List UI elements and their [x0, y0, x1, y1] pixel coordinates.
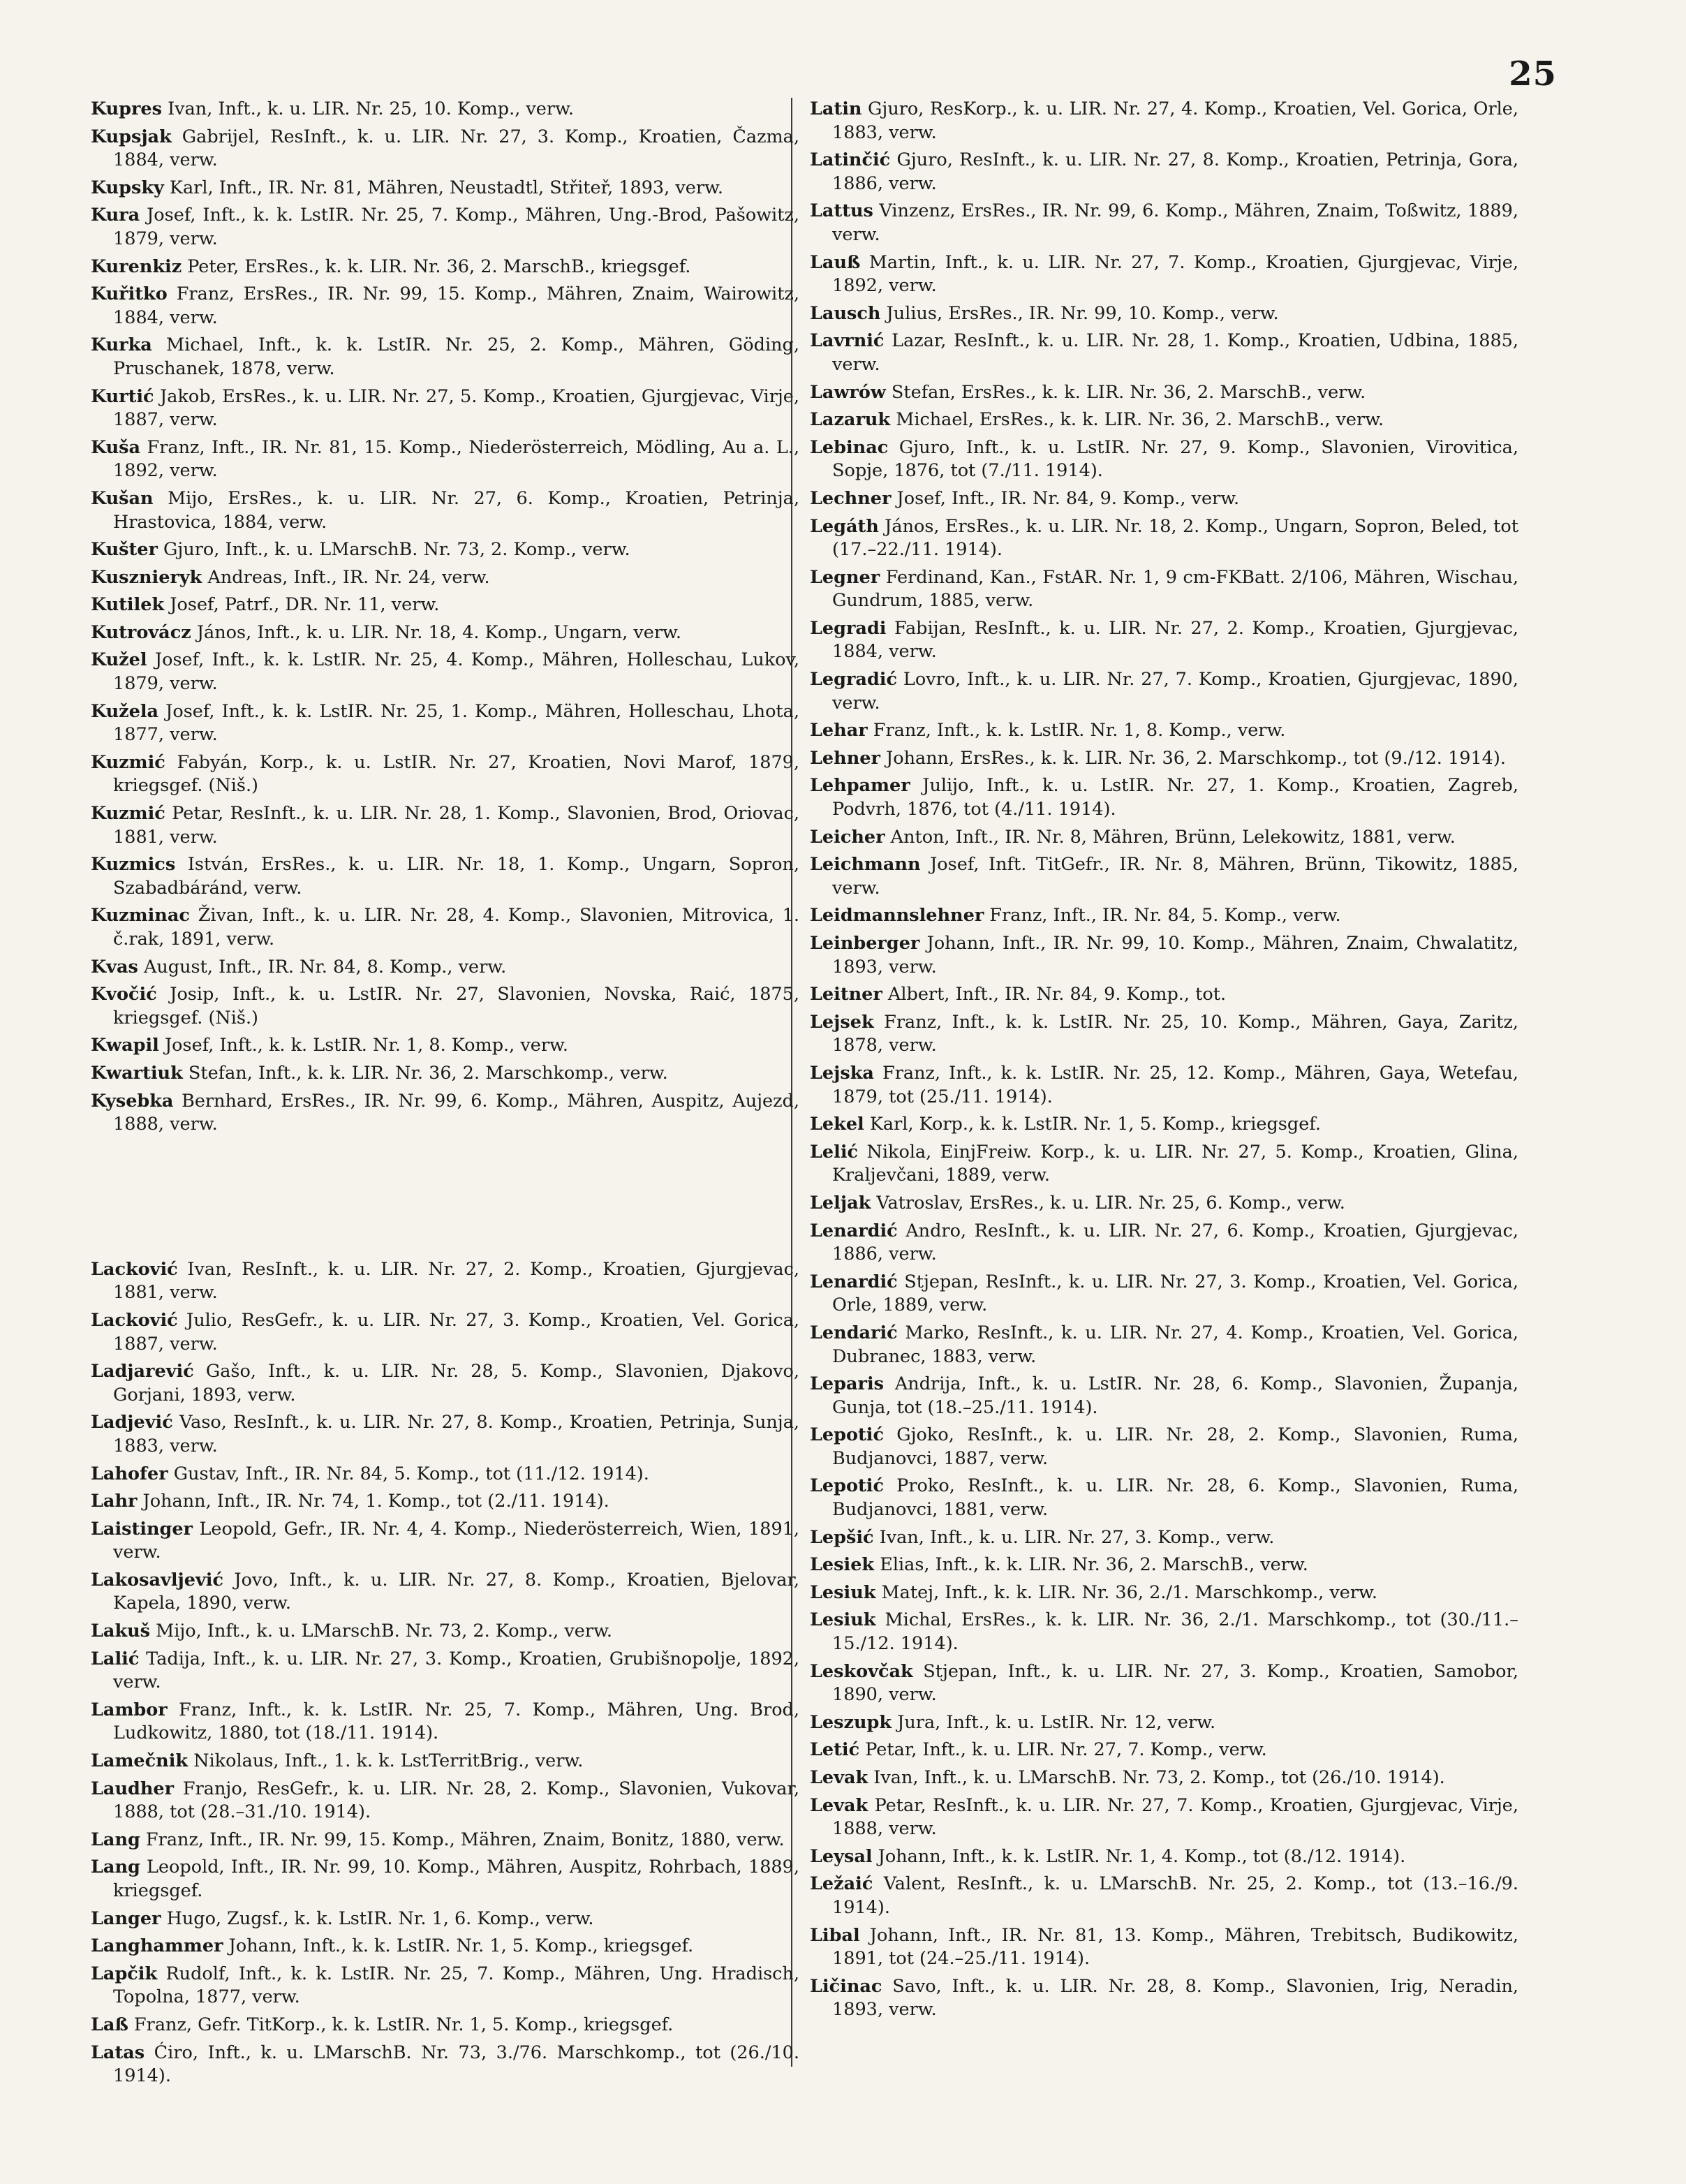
register-entry	[91, 1034, 799, 1058]
entry-details: Gjuro, Inft., k. u. LMarschB. Nr. 73, 2. Komp., verw.	[157, 539, 630, 561]
entry-surname: Lebinac	[810, 436, 889, 458]
entry-details: Karl, Korp., k. k. LstIR. Nr. 1, 5. Komp., kriegsgef.	[864, 1114, 1321, 1135]
register-entry	[810, 408, 1518, 432]
entry-surname: Lavrnić	[810, 330, 885, 352]
register-entry	[91, 1569, 799, 1616]
entry-details: Ćiro, Inft., k. u. LMarschB. Nr. 73, 3./76. Marschkomp., tot (26./10. 1914).	[113, 2042, 799, 2087]
entry-details: August, Inft., IR. Nr. 84, 8. Komp., verw.	[138, 956, 507, 977]
register-entry	[810, 719, 1518, 743]
entry-details: Franz, ErsRes., IR. Nr. 99, 15. Komp., Mähren, Znaim, Wairowitz, 1884, verw.	[113, 283, 799, 328]
entry-details: Michael, Inft., k. k. LstIR. Nr. 25, 2. Komp., Mähren, Göding, Pruschanek, 1878, verw.	[113, 334, 799, 379]
register-entry	[810, 1373, 1518, 1419]
register-entry	[91, 177, 799, 200]
register-entry	[91, 621, 799, 645]
register-entry	[91, 1935, 799, 1958]
register-entry	[810, 1845, 1518, 1869]
entry-surname: Kura	[91, 205, 140, 226]
entry-details: Franz, Inft., k. k. LstIR. Nr. 1, 8. Komp., verw.	[867, 720, 1286, 741]
entry-details: Stjepan, Inft., k. u. LIR. Nr. 27, 3. Komp., Kroatien, Samobor, 1890, verw.	[832, 1660, 1518, 1706]
entry-details: Petar, ResInft., k. u. LIR. Nr. 27, 7. Komp., Kroatien, Gjurgjevac, Virje, 1888, verw.	[832, 1794, 1518, 1840]
register-entry	[810, 1475, 1518, 1521]
register-entry	[810, 1581, 1518, 1605]
register-entry	[810, 1220, 1518, 1267]
entry-surname: Lekel	[810, 1114, 864, 1135]
entry-surname: Kušter	[91, 539, 158, 561]
entry-surname: Laistinger	[91, 1518, 193, 1540]
register-entry	[91, 1699, 799, 1746]
register-entry	[810, 1873, 1518, 1919]
register-entry	[91, 256, 799, 279]
entry-details: Rudolf, Inft., k. k. LstIR. Nr. 25, 7. Komp., Mähren, Ung. Hradisch, Topolna, 1877, verw.	[113, 1963, 799, 2008]
entry-surname: Kužel	[91, 649, 147, 671]
entry-details: Marko, ResInft., k. u. LIR. Nr. 27, 4. Komp., Kroatien, Vel. Gorica, Dubranec, 1883, verw.	[832, 1322, 1518, 1367]
entry-surname: Ladjarević	[91, 1361, 194, 1382]
register-entry	[810, 149, 1518, 195]
entry-details: Leopold, Inft., IR. Nr. 99, 10. Komp., Mähren, Auspitz, Rohrbach, 1889, kriegsgef.	[113, 1857, 799, 1901]
register-entry	[810, 904, 1518, 928]
entry-details: Valent, ResInft., k. u. LMarschB. Nr. 25, 2. Komp., tot (13.–16./9. 1914).	[832, 1873, 1518, 1918]
register-entry	[91, 802, 799, 849]
entry-surname: Levak	[810, 1794, 868, 1816]
entry-details: Savo, Inft., k. u. LIR. Nr. 28, 8. Komp., Slavonien, Irig, Neradin, 1893, verw.	[832, 1975, 1518, 2021]
entry-surname: Lahofer	[91, 1463, 168, 1484]
entry-surname: Leysal	[810, 1845, 873, 1867]
register-entry	[91, 1908, 799, 1931]
entry-details: Elias, Inft., k. k. LIR. Nr. 36, 2. MarschB., verw.	[874, 1554, 1308, 1576]
entry-surname: Kužela	[91, 700, 159, 722]
entry-surname: Ličinac	[810, 1975, 882, 1997]
register-entry	[810, 1975, 1518, 2022]
entry-details: Johann, Inft., IR. Nr. 81, 13. Komp., Mähren, Trebitsch, Budikowitz, 1891, tot (24.–25./11. 1914).	[832, 1924, 1518, 1970]
register-entry	[91, 204, 799, 251]
entry-surname: Laudher	[91, 1778, 175, 1799]
entry-surname: Leinberger	[810, 933, 920, 954]
entry-surname: Kysebka	[91, 1090, 174, 1112]
entry-details: István, ErsRes., k. u. LIR. Nr. 18, 1. Komp., Ungarn, Sopron, Szabadbáránd, verw.	[113, 854, 799, 899]
register-entry	[91, 1518, 799, 1565]
register-entry	[91, 1963, 799, 2009]
register-entry	[91, 566, 799, 590]
register-entry	[91, 283, 799, 330]
entry-surname: Lakosavljević	[91, 1569, 223, 1591]
entry-surname: Kurka	[91, 334, 152, 356]
entry-details: Lovro, Inft., k. u. LIR. Nr. 27, 7. Komp., Kroatien, Gjurgjevac, 1890, verw.	[832, 669, 1518, 714]
entry-details: Vinzenz, ErsRes., IR. Nr. 99, 6. Komp., Mähren, Znaim, Toßwitz, 1889, verw.	[832, 200, 1518, 245]
entry-details: Franz, Inft., k. k. LstIR. Nr. 25, 7. Komp., Mähren, Ung. Brod, Ludkowitz, 1880, tot (18./11. 1914).	[113, 1699, 799, 1744]
entry-details: Franz, Inft., k. k. LstIR. Nr. 25, 10. Komp., Mähren, Gaya, Zaritz, 1878, verw.	[832, 1011, 1518, 1056]
entry-details: Hugo, Zugsf., k. k. LstIR. Nr. 1, 6. Komp., verw.	[161, 1908, 594, 1929]
entry-surname: Kuzminac	[91, 905, 190, 927]
entry-details: Ivan, Inft., k. u. LIR. Nr. 25, 10. Komp., verw.	[162, 98, 574, 119]
entry-surname: Leitner	[810, 984, 882, 1005]
entry-details: Josef, Inft., IR. Nr. 84, 9. Komp., verw.	[891, 487, 1240, 509]
entry-details: Jura, Inft., k. u. LstIR. Nr. 12, verw.	[892, 1711, 1216, 1733]
entry-surname: Kurtić	[91, 385, 154, 407]
entry-surname: Lalić	[91, 1648, 140, 1669]
entry-details: Živan, Inft., k. u. LIR. Nr. 28, 4. Komp., Slavonien, Mitrovica, 1. č.rak, 1891, verw.	[113, 905, 799, 950]
register-entry	[810, 436, 1518, 483]
entry-surname: Libal	[810, 1924, 860, 1946]
entry-details: Johann, Inft., IR. Nr. 99, 10. Komp., Mähren, Znaim, Chwalatitz, 1893, verw.	[832, 933, 1518, 977]
register-entry	[810, 1660, 1518, 1707]
register-entry	[810, 1113, 1518, 1137]
entry-details: Nikolaus, Inft., 1. k. k. LstTerritBrig., verw.	[188, 1750, 584, 1772]
register-entry	[810, 1526, 1518, 1550]
entry-details: Andrija, Inft., k. u. LstIR. Nr. 28, 6. Komp., Slavonien, Županja, Gunja, tot (18.–25./11. 1914).	[832, 1373, 1518, 1418]
entry-surname: Lapčik	[91, 1963, 158, 1984]
entry-details: Franz, Inft., IR. Nr. 81, 15. Komp., Niederösterreich, Mödling, Au a. L., 1892, verw.	[113, 436, 799, 482]
entry-details: Johann, Inft., k. k. LstIR. Nr. 1, 5. Komp., kriegsgef.	[223, 1935, 694, 1957]
entry-details: Anton, Inft., IR. Nr. 8, Mähren, Brünn, Lelekowitz, 1881, verw.	[885, 826, 1456, 848]
entry-surname: Legner	[810, 566, 880, 588]
register-entry	[810, 200, 1518, 246]
left-column	[91, 98, 799, 2093]
register-entry	[91, 956, 799, 980]
entry-surname: Latin	[810, 98, 862, 119]
register-entry	[91, 700, 799, 747]
register-entry	[810, 487, 1518, 511]
entry-surname: Lejska	[810, 1062, 874, 1084]
entry-surname: Kuzmić	[91, 803, 165, 825]
entry-details: Jovo, Inft., k. u. LIR. Nr. 27, 8. Komp., Kroatien, Bjelovar, Kapela, 1890, verw.	[113, 1569, 799, 1614]
entry-surname: Leszupk	[810, 1711, 892, 1733]
entry-details: Josef, Inft. TitGefr., IR. Nr. 8, Mähren, Brünn, Tikowitz, 1885, verw.	[832, 854, 1518, 899]
entry-surname: Leicher	[810, 826, 885, 848]
register-entry	[91, 1856, 799, 1903]
register-entry	[91, 1490, 799, 1514]
entry-details: Stefan, ErsRes., k. k. LIR. Nr. 36, 2. MarschB., verw.	[885, 381, 1366, 403]
right-column	[810, 98, 1518, 2026]
entry-surname: Kupsky	[91, 177, 164, 198]
entry-surname: Kusznieryk	[91, 566, 202, 588]
register-entry	[91, 538, 799, 562]
entry-surname: Letić	[810, 1739, 860, 1761]
entry-surname: Lendarić	[810, 1322, 898, 1343]
entry-surname: Lehar	[810, 720, 868, 741]
register-entry	[810, 515, 1518, 562]
register-entry	[810, 1554, 1518, 1577]
entry-details: Julius, ErsRes., IR. Nr. 99, 10. Komp., verw.	[880, 302, 1279, 324]
entry-surname: Kvas	[91, 956, 138, 977]
entry-details: Franz, Inft., k. k. LstIR. Nr. 25, 12. Komp., Mähren, Gaya, Wetefau, 1879, tot (25./11. 1914).	[832, 1062, 1518, 1107]
entry-details: Fabyán, Korp., k. u. LstIR. Nr. 27, Kroatien, Novi Marof, 1879, kriegsgef. (Niš.)	[113, 751, 799, 797]
register-entry	[810, 617, 1518, 664]
entry-details: Franjo, ResGefr., k. u. LIR. Nr. 28, 2. Komp., Slavonien, Vukovar, 1888, tot (28.–31./10. 1914).	[113, 1778, 799, 1823]
entry-details: Julio, ResGefr., k. u. LIR. Nr. 27, 3. Komp., Kroatien, Vel. Gorica, 1887, verw.	[113, 1309, 799, 1355]
entry-details: Ivan, ResInft., k. u. LIR. Nr. 27, 2. Komp., Kroatien, Gjurgjevac, 1881, verw.	[113, 1258, 799, 1304]
entry-surname: Lazaruk	[810, 409, 891, 431]
entry-details: Lazar, ResInft., k. u. LIR. Nr. 28, 1. Komp., Kroatien, Udbina, 1885, verw.	[832, 330, 1518, 375]
entry-surname: Kwartiuk	[91, 1062, 183, 1084]
entry-details: Mijo, Inft., k. u. LMarschB. Nr. 73, 2. Komp., verw.	[150, 1621, 612, 1642]
entry-details: Stefan, Inft., k. k. LIR. Nr. 36, 2. Marschkomp., verw.	[182, 1062, 668, 1084]
entry-details: Ferdinand, Kan., FstAR. Nr. 1, 9 cm-FKBatt. 2/106, Mähren, Wischau, Gundrum, 1885, verw.	[832, 566, 1518, 612]
register-entry	[91, 1090, 799, 1137]
register-entry	[810, 381, 1518, 405]
entry-surname: Lesiek	[810, 1554, 875, 1576]
entry-details: Mijo, ErsRes., k. u. LIR. Nr. 27, 6. Komp., Kroatien, Petrinja, Hrastovica, 1884, verw.	[113, 487, 799, 533]
register-entry	[91, 1309, 799, 1356]
entry-surname: Kušan	[91, 487, 154, 509]
entry-details: Vaso, ResInft., k. u. LIR. Nr. 27, 8. Komp., Kroatien, Petrinja, Sunja, 1883, verw.	[113, 1412, 799, 1456]
entry-details: Jakob, ErsRes., k. u. LIR. Nr. 27, 5. Komp., Kroatien, Gjurgjevac, Virje, 1887, verw.	[113, 385, 799, 431]
register-entry	[810, 1711, 1518, 1735]
register-entry	[810, 1766, 1518, 1790]
entry-details: Stjepan, ResInft., k. u. LIR. Nr. 27, 3. Komp., Kroatien, Vel. Gorica, Orle, 1889, verw.	[832, 1271, 1518, 1316]
entry-surname: Kupres	[91, 98, 162, 119]
entry-surname: Lacković	[91, 1258, 178, 1280]
register-entry	[810, 1924, 1518, 1971]
register-entry	[810, 747, 1518, 771]
register-entry	[91, 1411, 799, 1458]
entry-surname: Lauß	[810, 251, 861, 273]
entry-surname: Lepotić	[810, 1424, 884, 1446]
entry-surname: Lesiuk	[810, 1581, 876, 1603]
entry-surname: Lawrów	[810, 381, 886, 403]
register-entry	[91, 1062, 799, 1086]
entry-details: Andro, ResInft., k. u. LIR. Nr. 27, 6. Komp., Kroatien, Gjurgjevac, 1886, verw.	[832, 1220, 1518, 1265]
entry-details: Andreas, Inft., IR. Nr. 24, verw.	[202, 566, 490, 588]
register-entry	[91, 98, 799, 121]
entry-details: Josef, Inft., k. k. LstIR. Nr. 25, 7. Komp., Mähren, Ung.-Brod, Pašowitz, 1879, verw.	[113, 205, 799, 249]
entry-details: Gjuro, ResKorp., k. u. LIR. Nr. 27, 4. Komp., Kroatien, Vel. Gorica, Orle, 1883, verw.	[832, 98, 1518, 143]
register-entry	[91, 1620, 799, 1644]
entry-surname: Leparis	[810, 1373, 884, 1395]
entry-details: Martin, Inft., k. u. LIR. Nr. 27, 7. Komp., Kroatien, Gjurgjevac, Virje, 1892, verw.	[832, 251, 1518, 297]
register-entry	[810, 1062, 1518, 1109]
entry-surname: Lenardić	[810, 1271, 898, 1292]
entry-details: János, ErsRes., k. u. LIR. Nr. 18, 2. Komp., Ungarn, Sopron, Beled, tot (17.–22./11. 1914).	[832, 515, 1518, 561]
entry-surname: Lang	[91, 1829, 140, 1850]
register-entry	[810, 98, 1518, 145]
register-entry	[810, 1794, 1518, 1841]
entry-surname: Lepotić	[810, 1475, 884, 1497]
entry-surname: Legáth	[810, 515, 879, 537]
register-entry	[810, 566, 1518, 613]
entry-surname: Lamečnik	[91, 1750, 188, 1772]
entry-surname: Kutrovácz	[91, 621, 191, 643]
entry-surname: Lacković	[91, 1309, 178, 1331]
register-entry	[91, 436, 799, 483]
entry-surname: Langer	[91, 1908, 161, 1929]
entry-details: Josef, Inft., k. k. LstIR. Nr. 25, 1. Komp., Mähren, Holleschau, Lhota, 1877, verw.	[113, 700, 799, 746]
entry-surname: Latas	[91, 2042, 145, 2063]
entry-surname: Laß	[91, 2014, 128, 2035]
entry-details: Franz, Inft., IR. Nr. 84, 5. Komp., verw.	[984, 905, 1341, 927]
register-entry	[810, 330, 1518, 376]
entry-details: Ivan, Inft., k. u. LIR. Nr. 27, 3. Komp., verw.	[873, 1526, 1275, 1548]
entry-surname: Ladjević	[91, 1412, 173, 1433]
entry-surname: Lang	[91, 1857, 140, 1878]
register-entry	[91, 487, 799, 534]
entry-details: Gjoko, ResInft., k. u. LIR. Nr. 28, 2. Komp., Slavonien, Ruma, Budjanovci, 1887, verw.	[832, 1424, 1518, 1469]
register-entry	[91, 983, 799, 1030]
register-entry	[91, 126, 799, 172]
entry-details: Josef, Patrf., DR. Nr. 11, verw.	[164, 594, 440, 616]
entry-details: Matej, Inft., k. k. LIR. Nr. 36, 2./1. Marschkomp., verw.	[875, 1581, 1377, 1603]
register-entry	[810, 932, 1518, 979]
entry-surname: Kutilek	[91, 594, 165, 616]
entry-details: Franz, Gefr. TitKorp., k. k. LstIR. Nr. 1, 5. Komp., kriegsgef.	[128, 2014, 674, 2035]
entry-surname: Kupsjak	[91, 126, 172, 147]
entry-surname: Lattus	[810, 200, 873, 222]
entry-details: Michael, ErsRes., k. k. LIR. Nr. 36, 2. MarschB., verw.	[890, 409, 1384, 431]
register-entry	[91, 853, 799, 900]
entry-details: Gustav, Inft., IR. Nr. 84, 5. Komp., tot (11./12. 1914).	[168, 1463, 649, 1484]
register-entry	[810, 1739, 1518, 1762]
register-entry	[91, 751, 799, 798]
register-entry	[91, 1648, 799, 1695]
entry-details: Josef, Inft., k. k. LstIR. Nr. 25, 4. Komp., Mähren, Holleschau, Lukov, 1879, verw.	[113, 649, 799, 695]
entry-details: Johann, Inft., IR. Nr. 74, 1. Komp., tot (2./11. 1914).	[137, 1491, 609, 1512]
entry-details: Michal, ErsRes., k. k. LIR. Nr. 36, 2./1. Marschkomp., tot (30./11.–15./12. 1914).	[832, 1609, 1518, 1655]
register-entry	[91, 1258, 799, 1305]
entry-surname: Lechner	[810, 487, 892, 509]
entry-surname: Kuřitko	[91, 283, 168, 305]
register-entry	[810, 1141, 1518, 1188]
entry-details: Josip, Inft., k. u. LstIR. Nr. 27, Slavonien, Novska, Raić, 1875, kriegsgef. (Niš.)	[113, 984, 799, 1028]
section-gap	[91, 1141, 799, 1258]
entry-surname: Lejsek	[810, 1011, 874, 1033]
register-entry	[91, 593, 799, 617]
register-entry	[91, 2014, 799, 2037]
entry-surname: Leskovčak	[810, 1660, 913, 1682]
register-entry	[810, 1271, 1518, 1318]
register-entry	[91, 2042, 799, 2088]
entry-surname: Legradić	[810, 669, 897, 691]
entry-details: Vatroslav, ErsRes., k. u. LIR. Nr. 25, 6. Komp., verw.	[871, 1192, 1345, 1213]
register-entry	[810, 774, 1518, 821]
entry-details: János, Inft., k. u. LIR. Nr. 18, 4. Komp., Ungarn, verw.	[191, 621, 681, 643]
entry-details: Fabijan, ResInft., k. u. LIR. Nr. 27, 2. Komp., Kroatien, Gjurgjevac, 1884, verw.	[832, 617, 1518, 663]
entry-details: Johann, Inft., k. k. LstIR. Nr. 1, 4. Komp., tot (8./12. 1914).	[872, 1845, 1406, 1867]
entry-surname: Langhammer	[91, 1935, 223, 1957]
entry-details: Ivan, Inft., k. u. LMarschB. Nr. 73, 2. Komp., tot (26./10. 1914).	[868, 1767, 1445, 1788]
page-number: 25	[1509, 54, 1557, 94]
entry-surname: Kuzmić	[91, 751, 165, 773]
entry-details: Bernhard, ErsRes., IR. Nr. 99, 6. Komp., Mähren, Auspitz, Aujezd, 1888, verw.	[113, 1090, 799, 1135]
entry-details: Julijo, Inft., k. u. LstIR. Nr. 27, 1. Komp., Kroatien, Zagreb, Podvrh, 1876, tot (4./11. 1914).	[832, 775, 1518, 820]
entry-surname: Lehner	[810, 747, 880, 769]
entry-details: Peter, ErsRes., k. k. LIR. Nr. 36, 2. MarschB., kriegsgef.	[182, 256, 691, 277]
entry-details: Franz, Inft., IR. Nr. 99, 15. Komp., Mähren, Znaim, Bonitz, 1880, verw.	[140, 1829, 785, 1850]
register-entry	[91, 904, 799, 951]
register-entry	[810, 251, 1518, 298]
register-entry	[810, 853, 1518, 900]
entry-surname: Kwapil	[91, 1035, 159, 1056]
entry-surname: Lenardić	[810, 1220, 898, 1241]
register-entry	[810, 1322, 1518, 1368]
entry-surname: Ležaić	[810, 1873, 873, 1895]
register-entry	[810, 1011, 1518, 1058]
entry-surname: Lausch	[810, 302, 881, 324]
entry-surname: Leljak	[810, 1192, 871, 1213]
entry-surname: Levak	[810, 1767, 868, 1788]
register-entry	[91, 1778, 799, 1824]
register-entry	[810, 1424, 1518, 1470]
entry-details: Josef, Inft., k. k. LstIR. Nr. 1, 8. Komp., verw.	[158, 1035, 568, 1056]
entry-details: Gjuro, ResInft., k. u. LIR. Nr. 27, 8. Komp., Kroatien, Petrinja, Gora, 1886, verw.	[832, 149, 1518, 194]
register-entry	[91, 334, 799, 381]
entry-surname: Lambor	[91, 1699, 168, 1720]
entry-details: Proko, ResInft., k. u. LIR. Nr. 28, 6. Komp., Slavonien, Ruma, Budjanovci, 1881, verw.	[832, 1475, 1518, 1521]
entry-surname: Lelić	[810, 1141, 859, 1163]
entry-surname: Leichmann	[810, 854, 921, 876]
entry-details: Albert, Inft., IR. Nr. 84, 9. Komp., tot.	[882, 984, 1227, 1005]
entry-surname: Leidmannslehner	[810, 905, 984, 927]
register-entry	[810, 668, 1518, 715]
entry-surname: Lahr	[91, 1491, 138, 1512]
register-entry	[91, 385, 799, 432]
register-entry	[810, 983, 1518, 1007]
entry-surname: Lakuš	[91, 1621, 151, 1642]
entry-surname: Kuša	[91, 436, 141, 458]
register-entry	[91, 1360, 799, 1407]
entry-surname: Lesiuk	[810, 1609, 876, 1631]
entry-details: Leopold, Gefr., IR. Nr. 4, 4. Komp., Niederösterreich, Wien, 1891, verw.	[113, 1518, 799, 1563]
register-entry	[810, 1192, 1518, 1216]
entry-details: Petar, Inft., k. u. LIR. Nr. 27, 7. Komp., verw.	[859, 1739, 1267, 1761]
entry-surname: Kuzmics	[91, 854, 176, 876]
register-entry	[91, 1829, 799, 1852]
entry-surname: Legradi	[810, 617, 887, 639]
entry-details: Karl, Inft., IR. Nr. 81, Mähren, Neustadtl, Střiteř, 1893, verw.	[163, 177, 723, 198]
entry-surname: Kvočić	[91, 984, 157, 1005]
register-entry	[810, 826, 1518, 850]
entry-surname: Lepšić	[810, 1526, 874, 1548]
entry-details: Gašo, Inft., k. u. LIR. Nr. 28, 5. Komp., Slavonien, Djakovo, Gorjani, 1893, verw.	[113, 1361, 799, 1405]
register-entry	[810, 1609, 1518, 1655]
entry-surname: Kurenkiz	[91, 256, 182, 277]
entry-details: Petar, ResInft., k. u. LIR. Nr. 28, 1. Komp., Slavonien, Brod, Oriovac, 1881, verw.	[113, 803, 799, 848]
register-entry	[810, 302, 1518, 326]
entry-details: Nikola, EinjFreiw. Korp., k. u. LIR. Nr. 27, 5. Komp., Kroatien, Glina, Kraljevčani, 1889, verw.	[832, 1141, 1518, 1186]
entry-details: Johann, ErsRes., k. k. LIR. Nr. 36, 2. Marschkomp., tot (9./12. 1914).	[880, 747, 1506, 769]
entry-surname: Lehpamer	[810, 775, 910, 797]
register-entry	[91, 1463, 799, 1486]
register-entry	[91, 1750, 799, 1773]
entry-details: Gjuro, Inft., k. u. LstIR. Nr. 27, 9. Komp., Slavonien, Virovitica, Sopje, 1876, tot (7./11. 1914).	[832, 436, 1518, 482]
entry-surname: Latinčić	[810, 149, 891, 171]
entry-details: Gabrijel, ResInft., k. u. LIR. Nr. 27, 3. Komp., Kroatien, Čazma, 1884, verw.	[113, 126, 799, 171]
register-entry	[91, 649, 799, 695]
entry-details: Tadija, Inft., k. u. LIR. Nr. 27, 3. Komp., Kroatien, Grubišnopolje, 1892, verw.	[113, 1648, 799, 1693]
